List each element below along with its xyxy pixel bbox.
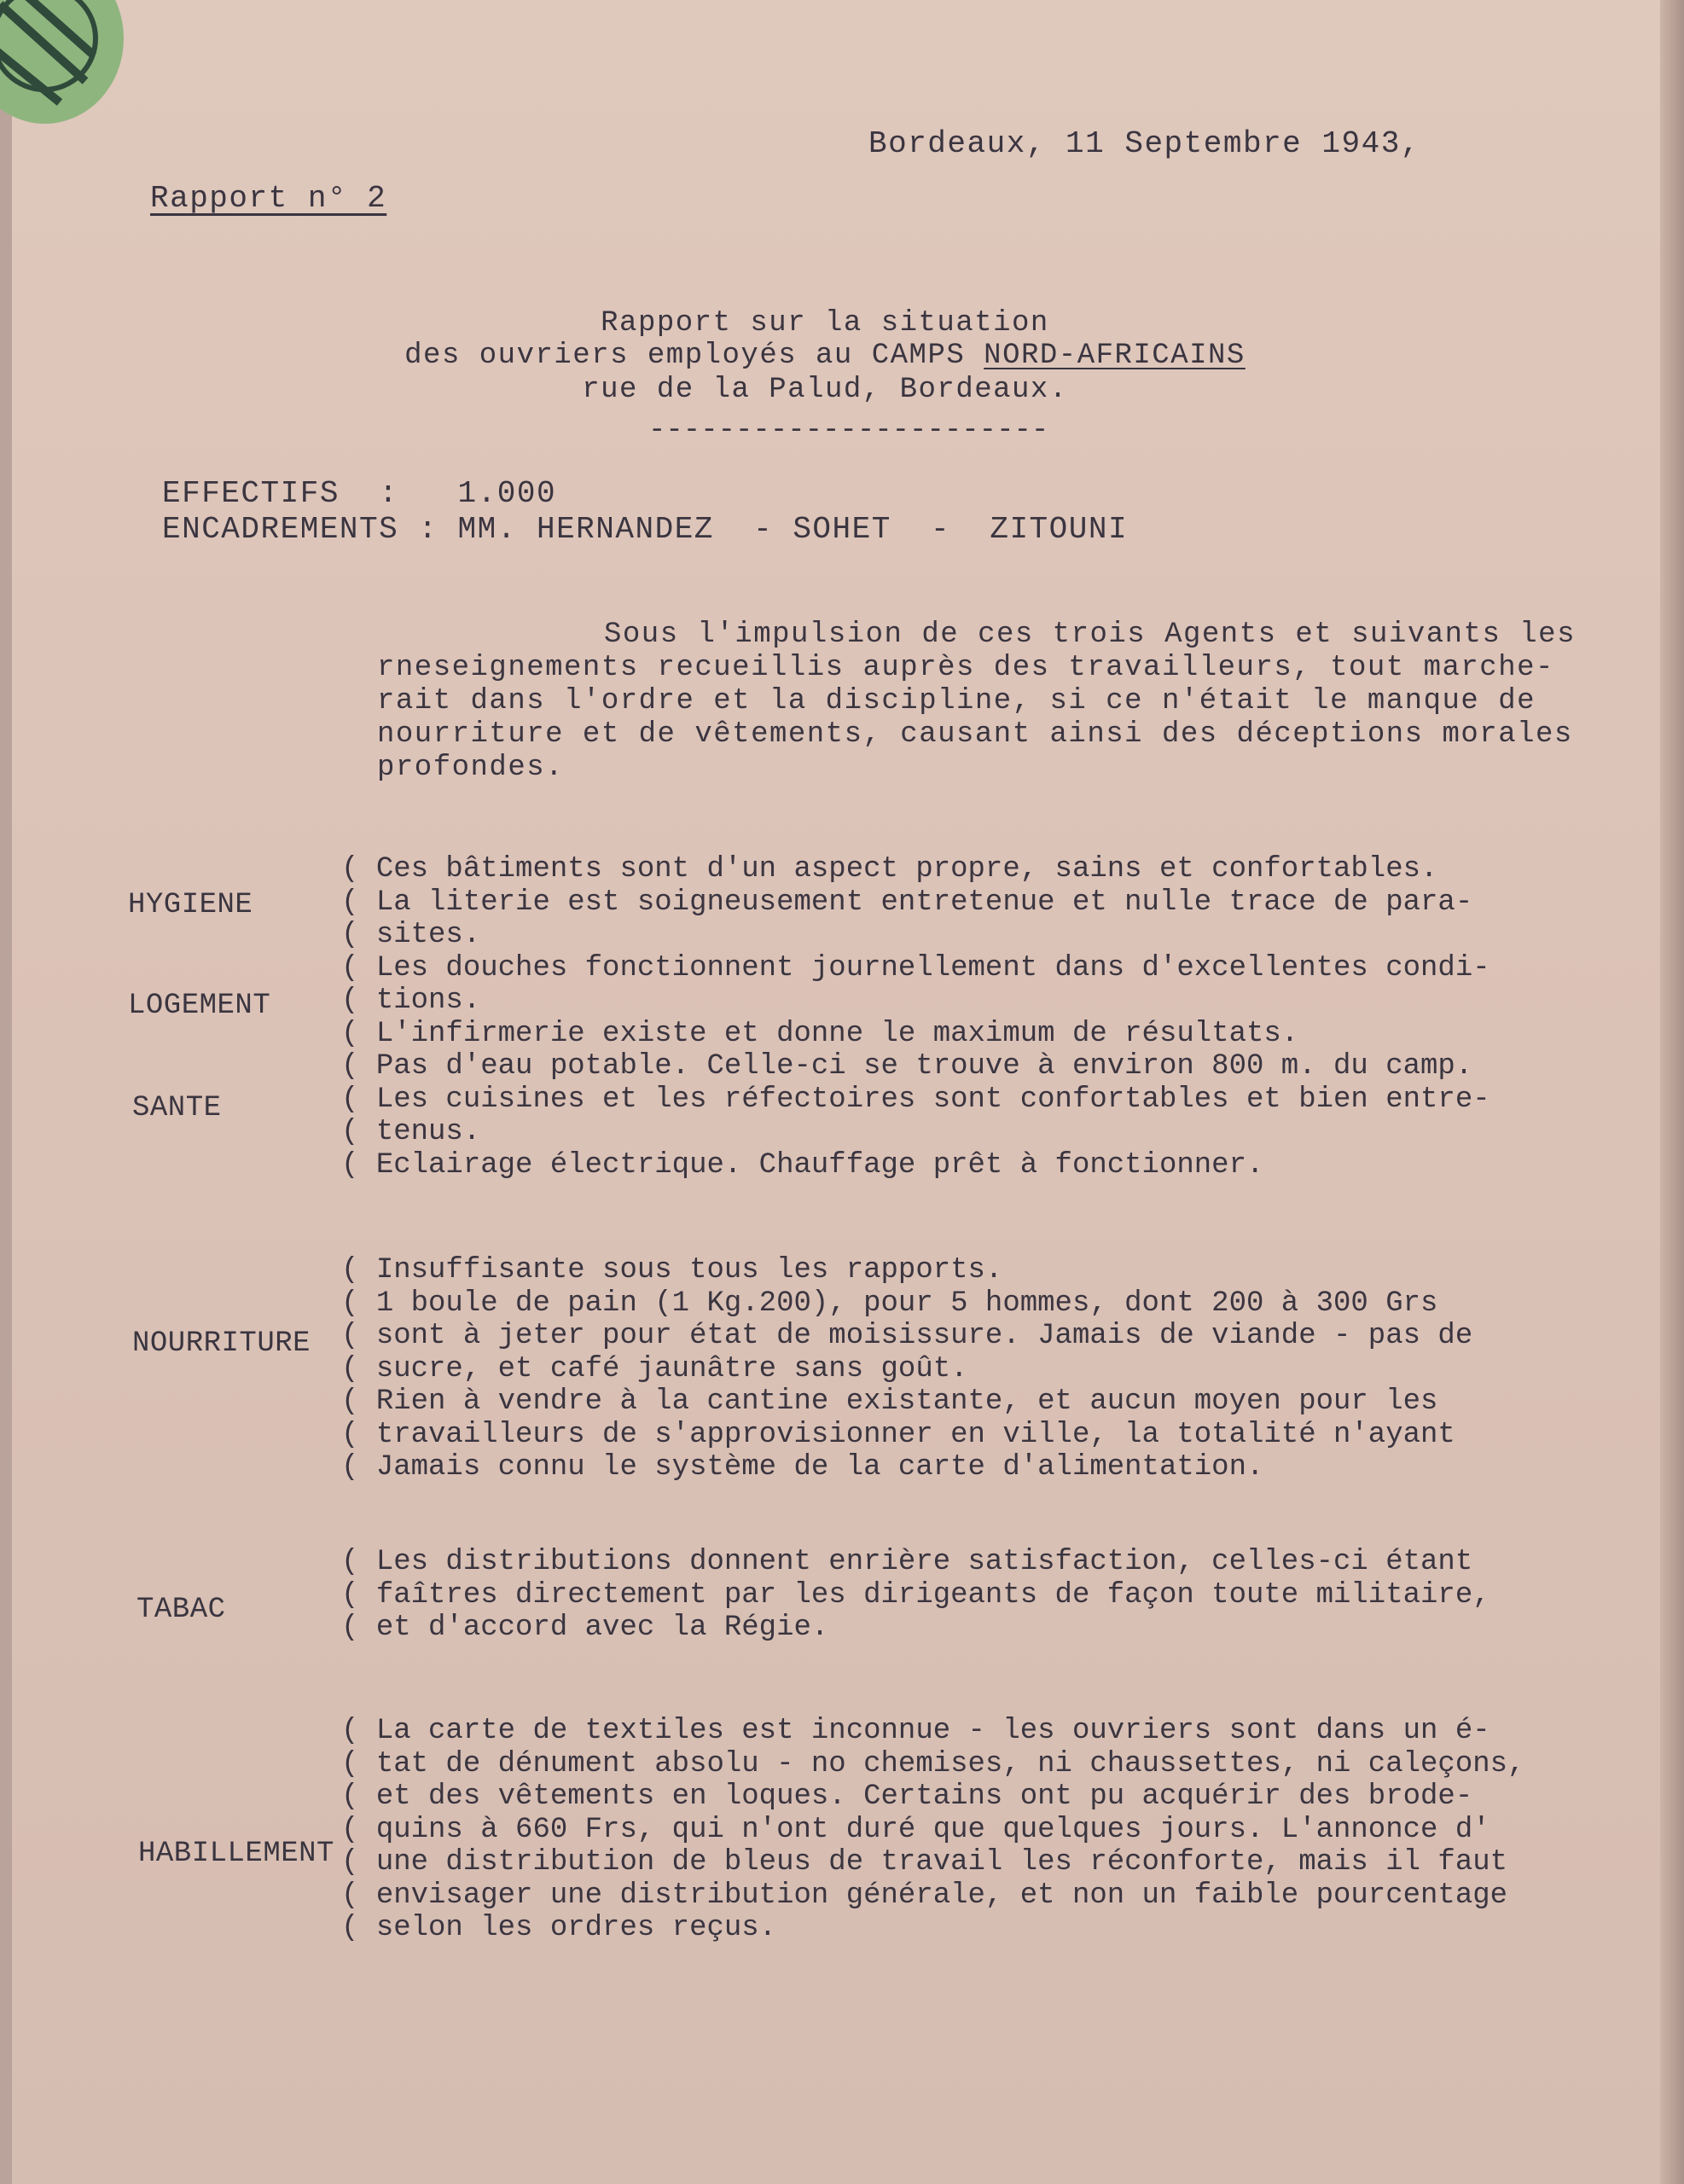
tabac-label: TABAC — [136, 1594, 226, 1626]
nourriture-line: ( sucre, et café jaunâtre sans goût. — [341, 1353, 1472, 1386]
intro-line-5: profondes. — [377, 752, 565, 784]
stamp-logo — [0, 0, 124, 124]
hygiene-line: ( tions. — [341, 985, 1490, 1018]
hygiene-line: ( Les cuisines et les réfectoires sont confortables et bien entre- — [341, 1083, 1490, 1117]
hygiene-line: ( Les douches fonctionnent journellement dans d'excellentes condi- — [341, 952, 1490, 985]
intro-line-2: rneseignements recueillis auprès des travailleurs, tout marche- — [377, 652, 1554, 684]
title-separator: ----------------------- — [648, 415, 1049, 447]
nourriture-line: ( Insuffisante sous tous les rapports. — [341, 1254, 1472, 1287]
title-line-2-prefix: des ouvriers employés au CAMPS — [404, 340, 984, 372]
title-line-3: rue de la Palud, Bordeaux. — [582, 374, 1068, 406]
encadrements-line: ENCADREMENTS : MM. HERNANDEZ - SOHET - ZITOUNI — [162, 512, 1129, 547]
logement-label: LOGEMENT — [128, 990, 271, 1022]
title-line-2 — [0, 340, 1667, 372]
hygiene-label: HYGIENE — [128, 889, 253, 921]
intro-line-4: nourriture et de vêtements, causant ainsi des déceptions morales — [377, 718, 1573, 751]
intro-line-1: Sous l'impulsion de ces trois Agents et suivants les — [604, 619, 1576, 651]
habillement-section-text — [341, 1715, 1524, 1945]
title-line-2-underlined: NORD-AFRICAINS — [984, 340, 1246, 372]
nourriture-line: ( travailleurs de s'approvisionner en ville, la totalité n'ayant — [341, 1419, 1472, 1452]
hygiene-line: ( sites. — [341, 919, 1490, 952]
nourriture-line: ( Jamais connu le système de la carte d'alimentation. — [341, 1451, 1472, 1484]
tabac-line: ( Les distributions donnent enrière satisfaction, celles-ci étant — [341, 1546, 1490, 1579]
tabac-line: ( et d'accord avec la Régie. — [341, 1612, 1490, 1645]
habillement-line: ( une distribution de bleus de travail les réconforte, mais il faut — [341, 1846, 1524, 1879]
report-number: Rapport n° 2 — [150, 181, 387, 216]
habillement-line: ( quins à 660 Frs, qui n'ont duré que quelques jours. L'annonce d' — [341, 1814, 1524, 1847]
tabac-line: ( faîtres directement par les dirigeants de façon toute militaire, — [341, 1579, 1490, 1612]
hygiene-line: ( Ces bâtiments sont d'un aspect propre, sains et confortables. — [341, 853, 1490, 886]
nourriture-line: ( Rien à vendre à la cantine existante, et aucun moyen pour les — [341, 1385, 1472, 1419]
habillement-line: ( tat de dénument absolu - no chemises, ni chaussettes, ni caleçons, — [341, 1748, 1524, 1781]
nourriture-label: NOURRITURE — [132, 1327, 311, 1360]
hygiene-line: ( Pas d'eau potable. Celle-ci se trouve à environ 800 m. du camp. — [341, 1050, 1490, 1083]
nourriture-section-text — [341, 1254, 1472, 1484]
hygiene-line: ( tenus. — [341, 1116, 1490, 1149]
hygiene-line: ( L'infirmerie existe et donne le maximum de résultats. — [341, 1018, 1490, 1051]
sante-label: SANTE — [132, 1092, 222, 1124]
intro-line-3: rait dans l'ordre et la discipline, si ce n'était le manque de — [377, 685, 1536, 717]
nourriture-line: ( 1 boule de pain (1 Kg.200), pour 5 hommes, dont 200 à 300 Grs — [341, 1287, 1472, 1321]
nourriture-line: ( sont à jeter pour état de moisissure. Jamais de viande - pas de — [341, 1320, 1472, 1353]
hygiene-line: ( La literie est soigneusement entretenue et nulle trace de para- — [341, 886, 1490, 920]
habillement-line: ( et des vêtements en loques. Certains ont pu acquérir des brode- — [341, 1780, 1524, 1814]
document-date: Bordeaux, 11 Septembre 1943, — [868, 126, 1420, 161]
hygiene-line: ( Eclairage électrique. Chauffage prêt à fonctionner. — [341, 1149, 1490, 1182]
habillement-line: ( envisager une distribution générale, et non un faible pourcentage — [341, 1879, 1524, 1913]
habillement-label: HABILLEMENT — [138, 1838, 334, 1870]
habillement-line: ( La carte de textiles est inconnue - les ouvriers sont dans un é- — [341, 1715, 1524, 1748]
tabac-section-text — [341, 1546, 1490, 1645]
habillement-line: ( selon les ordres reçus. — [341, 1912, 1524, 1945]
hygiene-section-text — [341, 853, 1490, 1182]
effectifs-line: EFFECTIFS : 1.000 — [162, 476, 557, 511]
title-line-1: Rapport sur la situation — [601, 307, 1049, 340]
